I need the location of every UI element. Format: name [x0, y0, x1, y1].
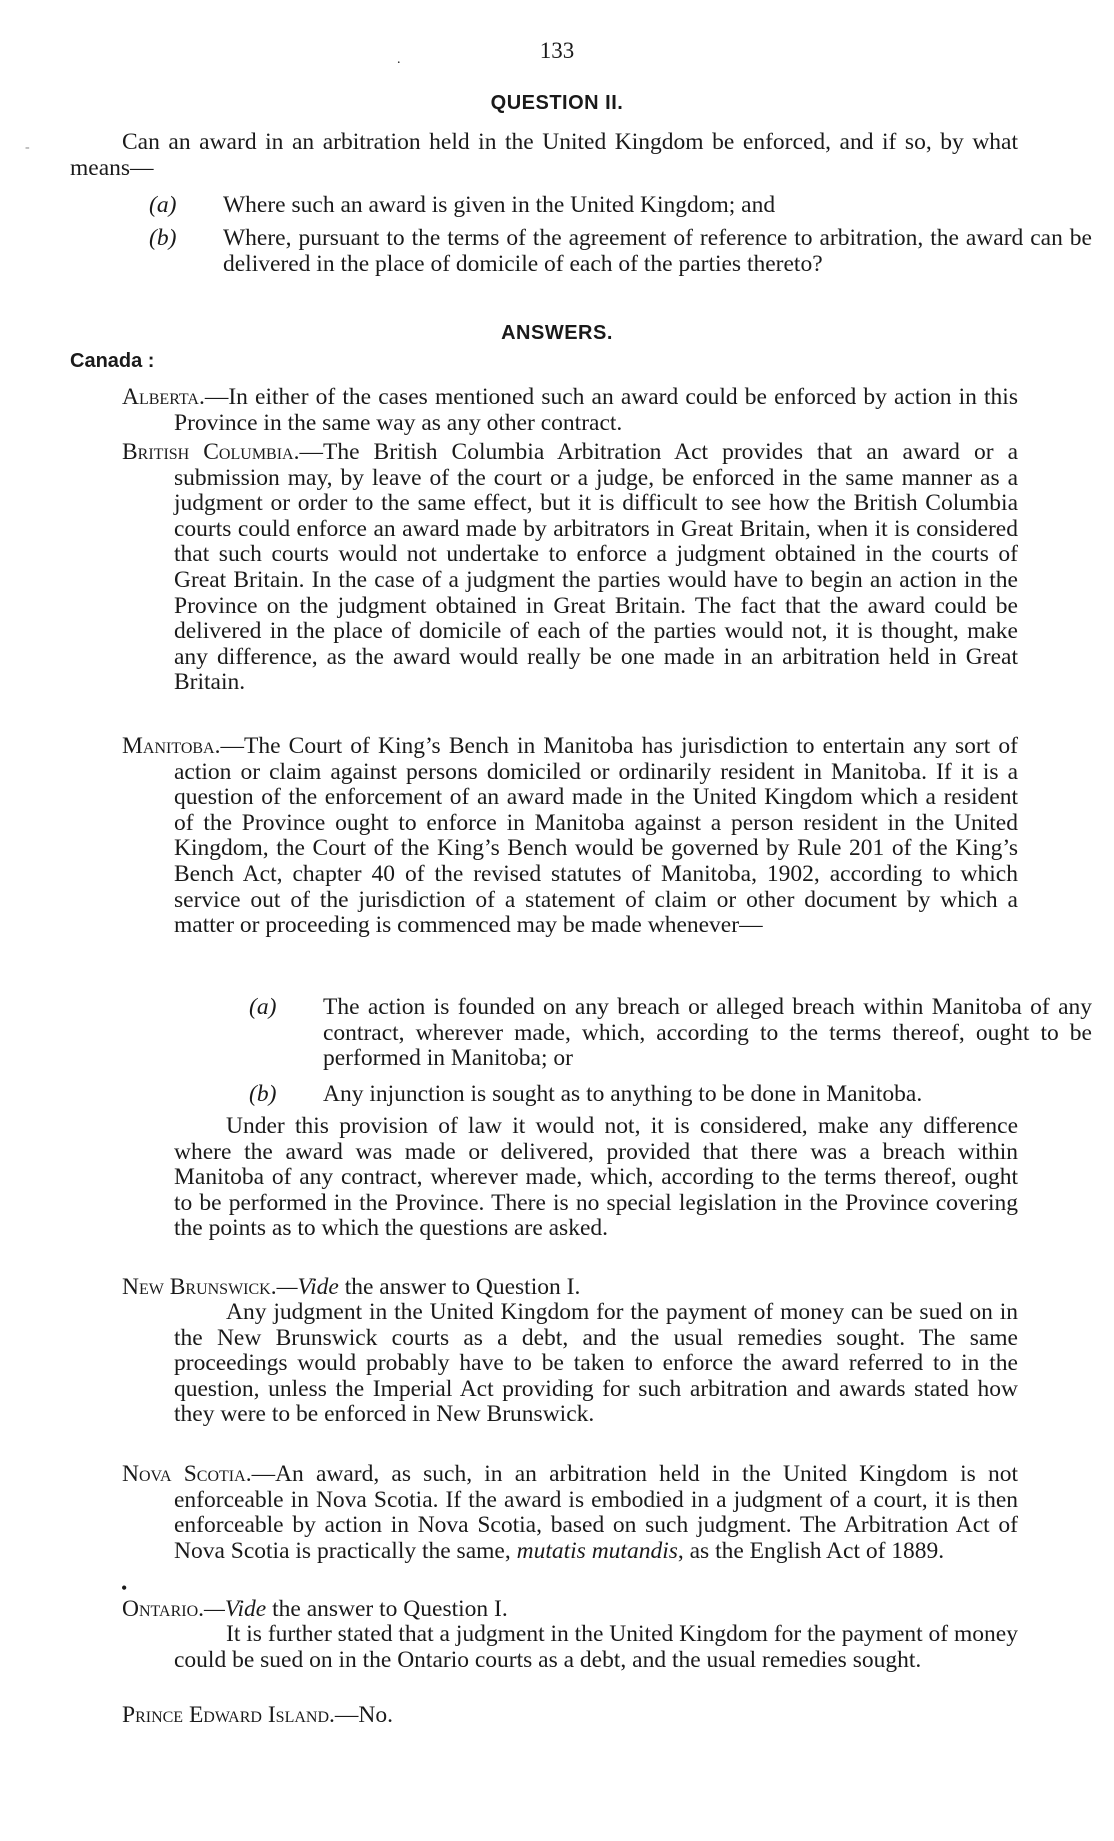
- ontario-paragraph-2: It is further stated that a judgment in the United Kingdom for the payment of money could be sued on in the Ontario courts as a debt, and the usual remedies sought.: [174, 1621, 1018, 1673]
- ontario-dash: —: [204, 1596, 225, 1622]
- question-item-b-text: Where, pursuant to the terms of the agreement of reference to arbitration, the award can be delivered in the place of domicile of each of the parties thereto?: [223, 225, 1092, 277]
- manitoba-item-a-label: (a): [249, 994, 277, 1020]
- province-name-new-brunswick: New Brunswick.: [122, 1274, 277, 1300]
- question-item-a-label: (a): [149, 192, 177, 218]
- margin-mark: -: [25, 140, 30, 155]
- answer-british-columbia-text: —The British Columbia Arbitration Act provides that an award or a submission may, by leave of the court or a judge, be enforced in the same manner as a judgment or order to the same effect, but it is difficult to see how the British Columbia courts could enforce an award made by arbitrators in Great Britain, when it is considered that such courts would not undertake to enforce a judgment obtained in the courts of Great Britain. In the case of a judgment the parties would have to begin an action in the Province on the judgment obtained in Great Britain. The fact that the award could be delivered in the place of domicile of each of the parties would not, it is thought, make any difference, as the award would really be one made in an arbitration held in Great Britain.: [174, 439, 1018, 696]
- question-intro: Can an award in an arbitration held in the United Kingdom be enforced, and if so, by what means—: [70, 129, 1018, 181]
- answer-prince-edward-island: [122, 1703, 1018, 1729]
- bullet-mark: •: [121, 1578, 128, 1598]
- province-name-alberta: Alberta.: [122, 384, 205, 410]
- question-item-b: [149, 226, 1092, 277]
- manitoba-item-a: [249, 995, 1092, 1072]
- answer-british-columbia: [122, 440, 1018, 696]
- province-name-british-columbia: British Columbia.: [122, 439, 300, 465]
- province-name-nova-scotia: Nova Scotia.: [122, 1461, 252, 1487]
- new-brunswick-paragraph-2: Any judgment in the United Kingdom for the payment of money can be sued on in the New Brunswick courts as a debt, and the usual remedies sought. The same proceedings would probably have to be taken to enforce the award referred to in the question, unless the Imperial Act providing for such arbitration and awards stated how they were to be enforced in New Brunswick.: [174, 1299, 1018, 1428]
- question-heading: QUESTION II.: [490, 92, 624, 114]
- manitoba-item-b-text: Any injunction is sought as to anything to be done in Manitoba.: [323, 1081, 923, 1107]
- manitoba-item-a-text: The action is founded on any breach or alleged breach within Manitoba of any contract, wherever made, which, according to the terms thereof, ought to be performed in Manitoba; or: [323, 994, 1092, 1072]
- province-name-manitoba: Manitoba.: [122, 733, 221, 759]
- answer-manitoba-text: —The Court of King’s Bench in Manitoba has jurisdiction to entertain any sort of action or claim against persons domiciled or ordinarily resident in Manitoba. If it is a question of the enforcement of an award made in the United Kingdom which a resident of the Province ought to enforce in Manitoba against a person resident in the United Kingdom, the Court of the King’s Bench would be governed by Rule 201 of the King’s Bench Act, chapter 40 of the revised statutes of Manitoba, 1902, according to which service out of the jurisdiction of a statement of claim or other document by which a matter or proceeding is commenced may be made whenever—: [174, 733, 1018, 939]
- province-name-prince-edward-island: Prince Edward Island.: [122, 1702, 335, 1728]
- answer-prince-edward-island-text: —No.: [334, 1702, 393, 1728]
- page-number: 133: [539, 38, 575, 63]
- stray-mark: .: [397, 52, 401, 67]
- answers-heading: ANSWERS.: [501, 322, 613, 344]
- manitoba-paragraph-2: Under this provision of law it would not, it is considered, make any difference where the award was made or delivered, provided that there was a breach within Manitoba of any contract, wherever made, which, according to the terms thereof, ought to be performed in the Province. There is no special legislation in the Province covering the points as to which the questions are asked.: [174, 1113, 1018, 1242]
- answer-nova-scotia: [122, 1462, 1018, 1564]
- answer-alberta: [122, 385, 1018, 436]
- new-brunswick-vide: Vide: [297, 1274, 339, 1300]
- answer-ontario-text: the answer to Question I.: [266, 1596, 508, 1622]
- country-heading: Canada :: [70, 350, 155, 372]
- question-item-b-label: (b): [149, 225, 177, 251]
- province-name-ontario: Ontario.: [122, 1596, 205, 1622]
- answer-ontario: [122, 1597, 1018, 1623]
- answer-new-brunswick: [122, 1275, 1018, 1301]
- answer-nova-scotia-italic: mutatis mutandis: [516, 1537, 678, 1564]
- answer-nova-scotia-text-2: , as the English Act of 1889.: [677, 1537, 945, 1564]
- manitoba-item-b: [249, 1082, 1092, 1108]
- manitoba-item-b-label: (b): [249, 1081, 277, 1107]
- answer-nova-scotia-text-1: —An award, as such, in an arbitration held in the United Kingdom is not enforceable in Nova Scotia. If the award is embodied in a judgment of a court, it is then enforceable by action in Nova Scotia, based on such judgment. The Arbitration Act of Nova Scotia is practically the same,: [174, 1461, 1018, 1564]
- question-item-a-text: Where such an award is given in the United Kingdom; and: [223, 192, 776, 218]
- question-item-a: [149, 193, 1092, 219]
- new-brunswick-dash: —: [276, 1274, 298, 1300]
- answer-manitoba: [122, 734, 1018, 939]
- answer-alberta-text: —In either of the cases mentioned such an award could be enforced by action in this Province in the same way as any other contract.: [174, 384, 1018, 436]
- answer-new-brunswick-text: the answer to Question I.: [338, 1274, 581, 1300]
- ontario-vide: Vide: [224, 1596, 267, 1622]
